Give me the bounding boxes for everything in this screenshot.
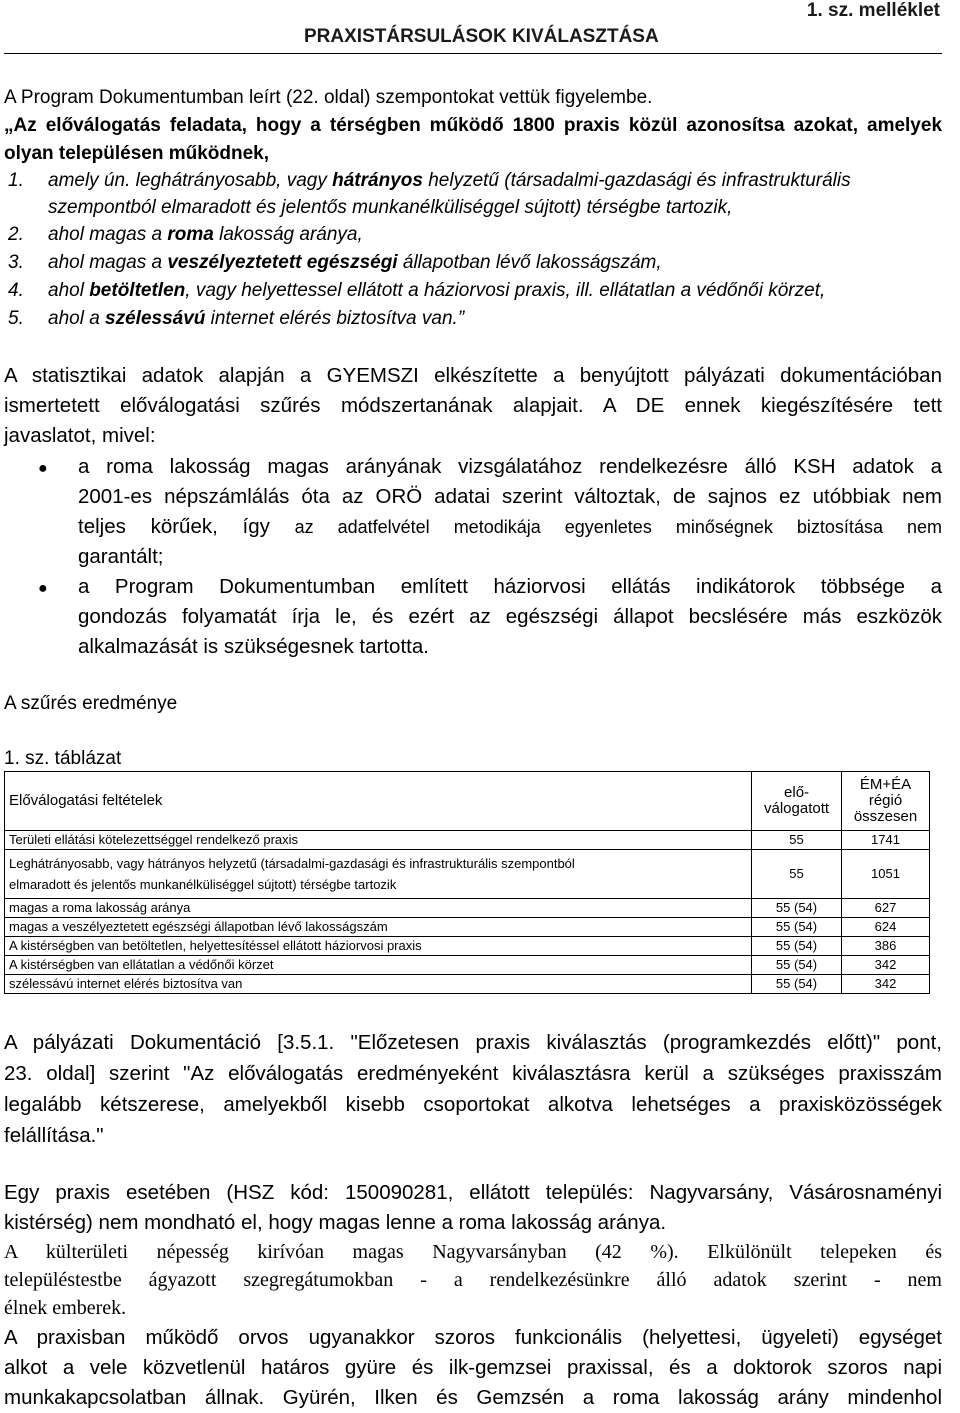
criterion-bold: hátrányos bbox=[332, 170, 423, 191]
row-total: 624 bbox=[842, 918, 930, 937]
intro-line: A Program Dokumentumban leírt (22. oldal) szempontokat vettük figyelembe. bbox=[4, 87, 653, 108]
criterion-4 bbox=[4, 277, 942, 304]
table-header-row bbox=[5, 772, 930, 831]
para4-line: A külterületi népesség kirívóan magas Nagyvarsányban (42 %). Elkülönült telepeken és bbox=[4, 1241, 942, 1263]
para2-line: A pályázati Dokumentáció [3.5.1. "Előzetesen praxis kiválasztás (programkezdés előtt)" pont, bbox=[4, 1031, 942, 1054]
row-label: A kistérségben van ellátatlan a védőnői körzet bbox=[5, 956, 752, 975]
row-label: magas a roma lakosság aránya bbox=[5, 899, 752, 918]
header-divider bbox=[4, 53, 942, 54]
row-label-l1: Leghátrányosabb, vagy hátrányos helyzetű (társadalmi-gazdasági és infrastrukturális szempontból bbox=[9, 856, 575, 871]
para3-line: kistérség) nem mondható el, hogy magas lenne a roma lakosság aránya. bbox=[4, 1211, 667, 1234]
criterion-number: 5. bbox=[8, 308, 24, 329]
criteria-table bbox=[4, 771, 930, 994]
para2-line: felállítása." bbox=[4, 1124, 104, 1147]
header-preselected bbox=[752, 772, 842, 831]
bullet-dot-icon: ● bbox=[38, 580, 48, 597]
criterion-text: lakosság aránya, bbox=[213, 224, 363, 245]
row-total: 1051 bbox=[842, 850, 930, 899]
criterion-text: ahol magas a bbox=[48, 252, 168, 273]
header-region-l3: összesen bbox=[853, 808, 918, 825]
row-preselected: 55 (54) bbox=[752, 956, 842, 975]
bullet-text: teljes körűek, így bbox=[78, 515, 270, 538]
row-total: 627 bbox=[842, 899, 930, 918]
criterion-3 bbox=[4, 249, 942, 276]
row-preselected: 55 bbox=[752, 850, 842, 899]
para5-line: A praxisban működő orvos ugyanakkor szoros funkcionális (helyettesi, ügyeleti) egységet bbox=[4, 1326, 942, 1349]
criterion-text: internet elérés biztosítva van.” bbox=[205, 308, 465, 329]
header-criteria: Előválogatási feltételek bbox=[5, 772, 752, 831]
table-row bbox=[5, 899, 930, 918]
para1-line: javaslatot, mivel: bbox=[4, 424, 156, 447]
criterion-text: ahol bbox=[48, 280, 90, 301]
row-preselected: 55 (54) bbox=[752, 975, 842, 994]
criterion-bold: szélessávú bbox=[105, 308, 206, 329]
table-row bbox=[5, 937, 930, 956]
criterion-2 bbox=[4, 221, 942, 248]
para4-line: településtestbe ágyazott szegregátumokban - a rendelkezésünkre álló adatok szerint - nem bbox=[4, 1269, 942, 1291]
table-row bbox=[5, 850, 930, 899]
bullet-line: gondozás folyamatát írja le, és ezért az egészségi állapot becslésére más eszközök bbox=[78, 605, 942, 628]
row-total: 342 bbox=[842, 975, 930, 994]
header-preselected-l1: elő- bbox=[784, 784, 810, 801]
intro-quote-bold: amelyek bbox=[867, 115, 943, 136]
bullet-line: garantált; bbox=[78, 545, 164, 568]
criterion-bold: roma bbox=[167, 224, 214, 245]
row-label: magas a veszélyeztetett egészségi állapotban lévő lakosságszám bbox=[5, 918, 752, 937]
row-label bbox=[5, 850, 752, 899]
criterion-text: helyzetű (társadalmi-gazdasági és infrastrukturális bbox=[422, 170, 851, 191]
annex-label: 1. sz. melléklet bbox=[806, 0, 940, 21]
criterion-5 bbox=[4, 305, 942, 332]
bullet-item-2 bbox=[0, 572, 942, 662]
bullet-line: a Program Dokumentumban említett háziorvosi ellátás indikátorok többsége a bbox=[78, 575, 942, 598]
row-label: A kistérségben van betöltetlen, helyettesítéssel ellátott háziorvosi praxis bbox=[5, 937, 752, 956]
table-row bbox=[5, 831, 930, 850]
table-row bbox=[5, 975, 930, 994]
header-preselected-l2: válogatott bbox=[764, 800, 830, 817]
table-row bbox=[5, 956, 930, 975]
criterion-number: 1. bbox=[8, 170, 24, 191]
row-total: 1741 bbox=[842, 831, 930, 850]
row-preselected: 55 (54) bbox=[752, 937, 842, 956]
criterion-number: 2. bbox=[8, 224, 24, 245]
para3-line: Egy praxis esetében (HSZ kód: 150090281, ellátott település: Nagyvarsány, Vásárosnaményi bbox=[4, 1181, 942, 1204]
criterion-text: amely ún. leghátrányosabb, vagy bbox=[48, 170, 333, 191]
bullet-line: a roma lakosság magas arányának vizsgálatához rendelkezésre álló KSH adatok a bbox=[78, 455, 942, 478]
header-region-l1: ÉM+ÉA bbox=[859, 776, 912, 793]
criterion-bold: veszélyeztetett egészségi bbox=[167, 252, 398, 273]
criterion-text: ahol magas a bbox=[48, 224, 168, 245]
row-preselected: 55 (54) bbox=[752, 918, 842, 937]
para1-line: A statisztikai adatok alapján a GYEMSZI elkészítette a benyújtott pályázati dokumentációban bbox=[4, 364, 942, 387]
intro-quote-cont: olyan településen működnek, bbox=[4, 143, 270, 164]
criterion-number: 3. bbox=[8, 252, 24, 273]
intro-quote bbox=[4, 112, 942, 140]
criterion-text: állapotban lévő lakosságszám, bbox=[397, 252, 662, 273]
criterion-bold: betöltetlen bbox=[89, 280, 186, 301]
para5-line: munkakapcsolatban állnak. Gyürén, Ilken és Gemzsén a roma lakosság arány mindenhol bbox=[4, 1386, 942, 1409]
row-label-l2: elmaradott és jelentős munkanélküliséggel sújtott) térségbe tartozik bbox=[9, 877, 397, 892]
row-total: 386 bbox=[842, 937, 930, 956]
para2-line: legalább kétszerese, amelyekből kisebb csoportokat alkotva lehetséges a praxisközösségek bbox=[4, 1093, 942, 1116]
row-preselected: 55 (54) bbox=[752, 899, 842, 918]
row-label: szélessávú internet elérés biztosítva van bbox=[5, 975, 752, 994]
result-heading: A szűrés eredménye bbox=[4, 693, 178, 714]
row-preselected: 55 bbox=[752, 831, 842, 850]
header-region-total bbox=[842, 772, 930, 831]
bullet-line: 2001-es népszámlálás óta az ORÖ adatai szerint változtak, de sajnos ez utóbbiak nem bbox=[78, 485, 942, 508]
bullet-item-1 bbox=[0, 452, 942, 572]
criterion-number: 4. bbox=[8, 280, 24, 301]
para1-line: ismertetett előválogatási szűrés módszertanának alapjait. A DE ennek kiegészítésére tett bbox=[4, 394, 942, 417]
table-caption: 1. sz. táblázat bbox=[4, 748, 122, 769]
para4-line: élnek emberek. bbox=[4, 1297, 127, 1319]
row-total: 342 bbox=[842, 956, 930, 975]
row-label: Területi ellátási kötelezettséggel rendelkező praxis bbox=[5, 831, 752, 850]
para5-line: alkot a vele közvetlenül határos gyüre és ilk-gemzsei praxissal, és a doktorok szoros napi bbox=[4, 1356, 942, 1379]
criterion-cont: szempontból elmaradott és jelentős munkanélküliséggel sújtott) térségbe tartozik, bbox=[48, 197, 733, 218]
para2-line: 23. oldal] szerint "Az előválogatás eredményeként kiválasztásra kerül a szükséges praxisszám bbox=[4, 1062, 942, 1085]
intro-quote-text: „Az előválogatás feladata, hogy a térségben működő 1800 praxis közül azonosítsa azokat, bbox=[4, 115, 858, 136]
criterion-text: ahol a bbox=[48, 308, 106, 329]
bullet-text-small: az adatfelvétel metodikája egyenletes minőségnek biztosítása nem bbox=[294, 517, 942, 537]
header-region-l2: régió bbox=[868, 792, 903, 809]
criterion-1 bbox=[4, 167, 942, 221]
bullet-line: alkalmazását is szükségesnek tartotta. bbox=[78, 635, 429, 658]
bullet-dot-icon: ● bbox=[38, 460, 48, 477]
criterion-text: , vagy helyettessel ellátott a háziorvosi praxis, ill. ellátatlan a védőnői körzet, bbox=[185, 280, 826, 301]
page-title: PRAXISTÁRSULÁSOK KIVÁLASZTÁSA bbox=[304, 26, 659, 47]
bullet-line-mixed bbox=[78, 512, 942, 542]
table-row bbox=[5, 918, 930, 937]
